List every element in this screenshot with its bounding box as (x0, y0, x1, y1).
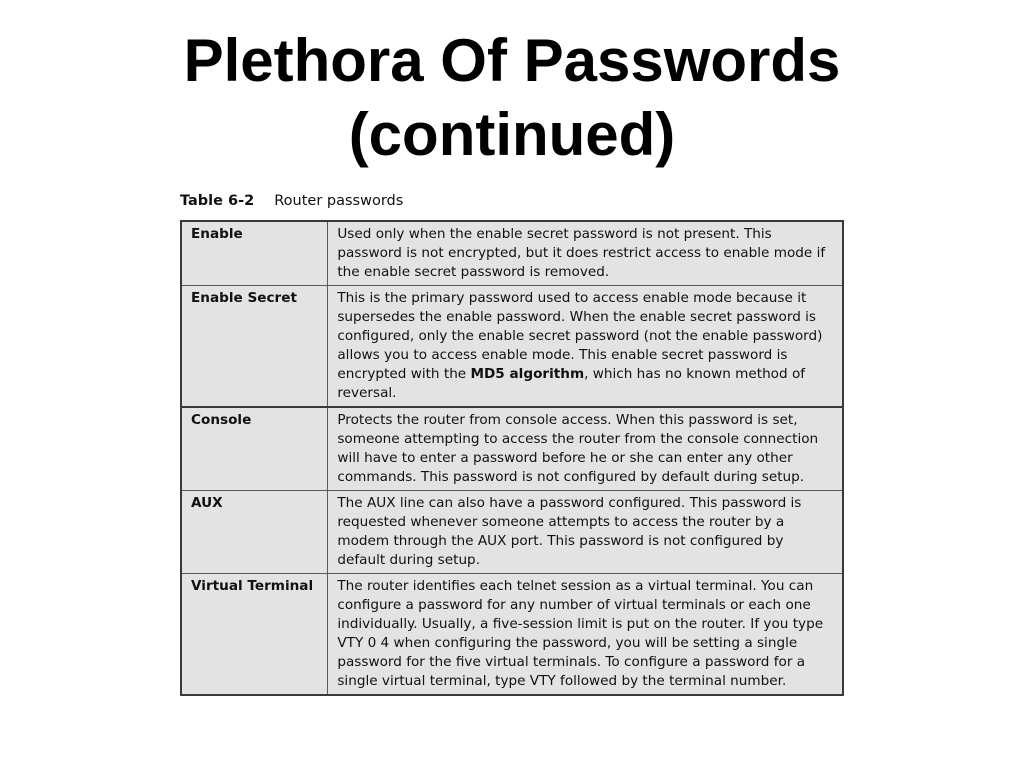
row-term-aux: AUX (181, 491, 328, 574)
row-description-console: Protects the router from console access. When this password is set, someone attempting to access the router from the console connection will have to enter a password before he or she can enter any other commands. This password is not configured by default during setup. (328, 407, 843, 491)
row-term-enable: Enable (181, 221, 328, 286)
table-row-enable-secret (181, 286, 843, 408)
description-text-part-1: This is the primary password used to access enable mode because it supersedes the enable password. When the enable secret password is configured, only the enable secret password (not the enable password) allows you to access enable mode. This enable secret password is encrypted with the (337, 290, 823, 382)
slide-title (0, 24, 1024, 172)
slide-title-line-1: Plethora Of Passwords (183, 27, 841, 94)
table-row-enable (181, 221, 843, 286)
row-term-console: Console (181, 407, 328, 491)
row-description-virtual-terminal: The router identifies each telnet session as a virtual terminal. You can configure a password for any number of virtual terminals or each one individually. Usually, a five-session limit is put on the router. If you type VTY 0 4 when configuring the password, you will be setting a single password for the five virtual terminals. To configure a password for a single virtual terminal, type VTY followed by the terminal number. (328, 574, 843, 696)
table-caption-title: Router passwords (274, 193, 404, 209)
table-row-console (181, 407, 843, 491)
table-caption-number: Table 6-2 (180, 193, 255, 209)
slide-title-line-2: (continued) (348, 101, 676, 168)
description-text-part-2: , which has no known method of reversal. (337, 366, 806, 401)
row-term-enable-secret: Enable Secret (181, 286, 328, 408)
row-term-virtual-terminal: Virtual Terminal (181, 574, 328, 696)
row-description-aux: The AUX line can also have a password configured. This password is requested whenever someone attempts to access the router by a modem through the AUX port. This password is not configured by default during setup. (328, 491, 843, 574)
md5-algorithm-term: MD5 algorithm (470, 366, 585, 382)
table-row-aux (181, 491, 843, 574)
table-caption (180, 193, 403, 209)
router-passwords-table (180, 220, 844, 696)
row-description-enable-secret (328, 286, 843, 408)
table-row-virtual-terminal (181, 574, 843, 696)
row-description-enable: Used only when the enable secret password is not present. This password is not encrypted, but it does restrict access to enable mode if the enable secret password is removed. (328, 221, 843, 286)
